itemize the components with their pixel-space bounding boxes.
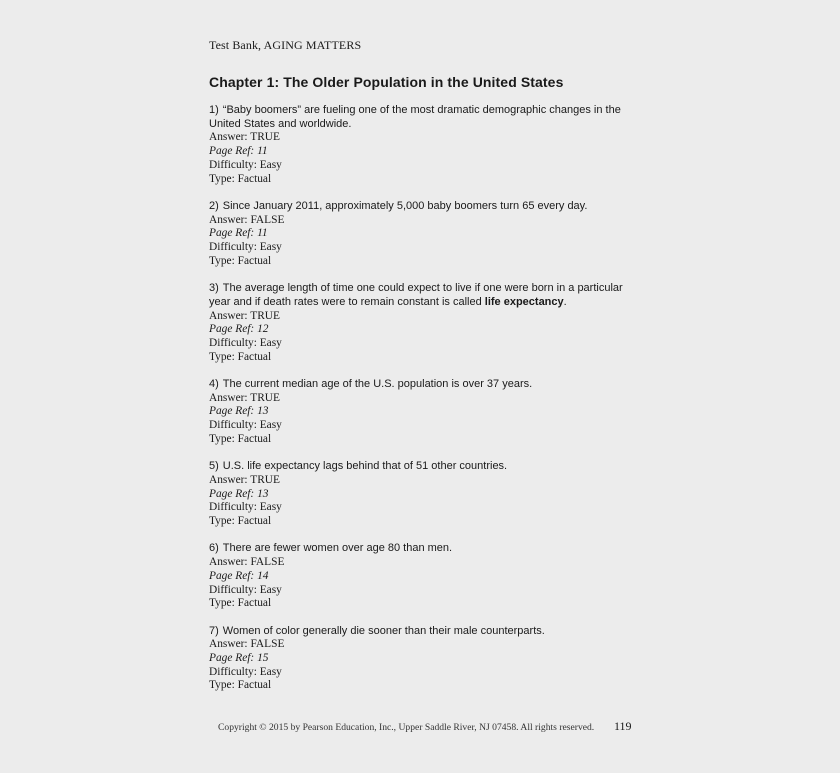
question-item xyxy=(209,282,639,364)
type-line: Type: Factual xyxy=(209,350,272,363)
type-line: Type: Factual xyxy=(209,515,272,528)
page-number: 119 xyxy=(614,719,632,733)
chapter-title: Chapter 1: The Older Population in the United States xyxy=(209,74,564,90)
question-text: The average length of time one could expect to live if one were born in a particular year and if death rates were to remain constant is called xyxy=(209,282,623,308)
difficulty-line: Difficulty: Easy xyxy=(209,419,282,432)
copyright-footer: Copyright © 2015 by Pearson Education, Inc., Upper Saddle River, NJ 07458. All rights reserved. xyxy=(218,722,595,733)
page-ref-line: Page Ref: 15 xyxy=(209,652,269,665)
page-ref-line: Page Ref: 12 xyxy=(209,323,269,336)
running-header: Test Bank, AGING MATTERS xyxy=(209,38,362,52)
question-text: The current median age of the U.S. population is over 37 years. xyxy=(222,378,533,391)
page-ref-line: Page Ref: 11 xyxy=(209,227,268,240)
difficulty-line: Difficulty: Easy xyxy=(209,501,282,514)
type-line: Type: Factual xyxy=(209,679,272,692)
question-text: Women of color generally die sooner than their male counterparts. xyxy=(222,624,545,637)
answer-line: Answer: FALSE xyxy=(209,638,285,651)
type-line: Type: Factual xyxy=(209,432,272,445)
question-number: 6) xyxy=(209,542,219,555)
question-item xyxy=(209,625,639,694)
page-ref-line: Page Ref: 11 xyxy=(209,145,268,158)
page-ref-line: Page Ref: 13 xyxy=(209,487,269,500)
question-number: 1) xyxy=(209,104,219,116)
question-number: 4) xyxy=(209,378,219,391)
question-text: Since January 2011, approximately 5,000 baby boomers turn 65 every day. xyxy=(222,199,588,212)
difficulty-line: Difficulty: Easy xyxy=(209,336,282,349)
answer-line: Answer: TRUE xyxy=(209,473,280,486)
question-item xyxy=(209,378,639,447)
page-ref-line: Page Ref: 14 xyxy=(209,569,269,582)
type-line: Type: Factual xyxy=(209,597,272,610)
question-item xyxy=(209,104,639,186)
question-item xyxy=(209,460,639,529)
answer-line: Answer: TRUE xyxy=(209,391,280,404)
difficulty-line: Difficulty: Easy xyxy=(209,241,282,254)
answer-line: Answer: TRUE xyxy=(209,309,280,322)
answer-line: Answer: TRUE xyxy=(209,131,280,144)
difficulty-line: Difficulty: Easy xyxy=(209,583,282,596)
question-text-end: . xyxy=(563,295,567,308)
question-item xyxy=(209,542,639,611)
difficulty-line: Difficulty: Easy xyxy=(209,665,282,678)
question-text: U.S. life expectancy lags behind that of 51 other countries. xyxy=(222,460,508,473)
answer-line: Answer: FALSE xyxy=(209,556,285,569)
type-line: Type: Factual xyxy=(209,172,272,185)
question-number: 5) xyxy=(209,460,219,473)
question-text: “Baby boomers” are fueling one of the most dramatic demographic changes in the United States and worldwide. xyxy=(209,104,621,130)
type-line: Type: Factual xyxy=(209,254,272,267)
question-number: 3) xyxy=(209,282,219,295)
answer-line: Answer: FALSE xyxy=(209,213,285,226)
question-item xyxy=(209,200,639,269)
page-ref-line: Page Ref: 13 xyxy=(209,405,269,418)
question-text: There are fewer women over age 80 than men. xyxy=(222,542,453,555)
key-term: life expectancy xyxy=(484,295,564,308)
difficulty-line: Difficulty: Easy xyxy=(209,158,282,171)
question-number: 2) xyxy=(209,199,219,212)
question-list xyxy=(209,104,639,707)
question-number: 7) xyxy=(209,624,219,637)
